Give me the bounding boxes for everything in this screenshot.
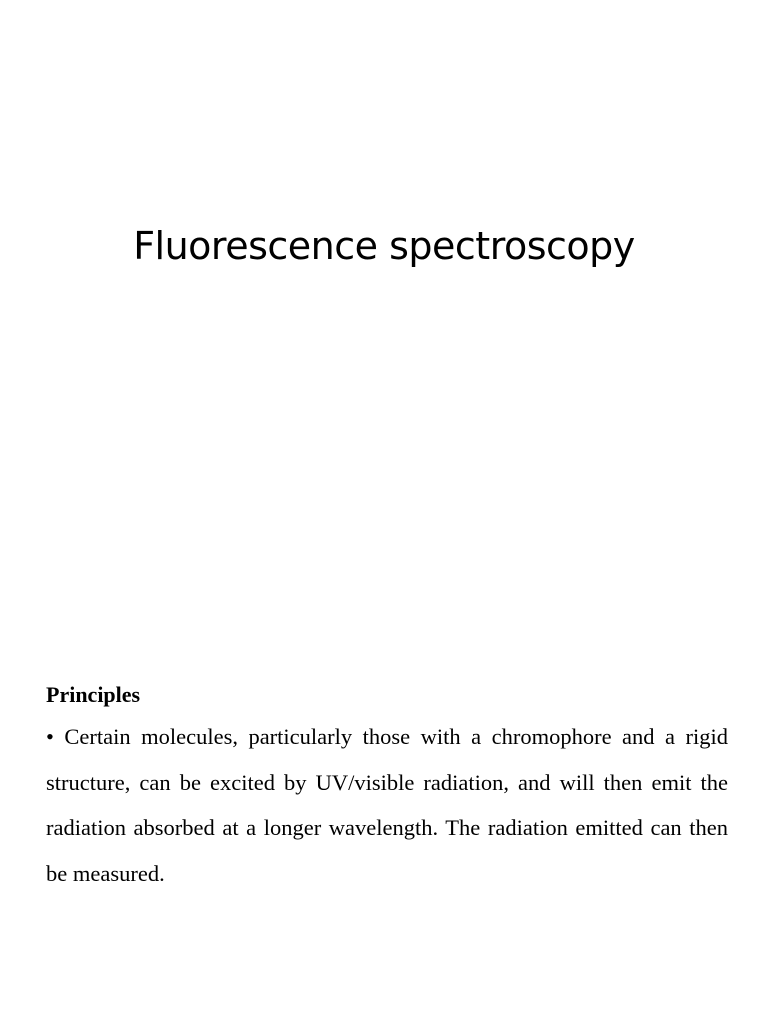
principles-paragraph — [46, 714, 728, 896]
principles-text: Certain molecules, particularly those with a chromophore and a rigid structure, can be excited by UV/visible radiation, and will then emit the radiation absorbed at a longer wavelength. The radiation emitted can then be measured. — [46, 724, 728, 886]
principles-section — [46, 680, 728, 896]
bullet-glyph: • — [46, 724, 54, 749]
page-title: Fluorescence spectroscopy — [133, 224, 635, 268]
section-heading: Principles — [46, 682, 141, 707]
